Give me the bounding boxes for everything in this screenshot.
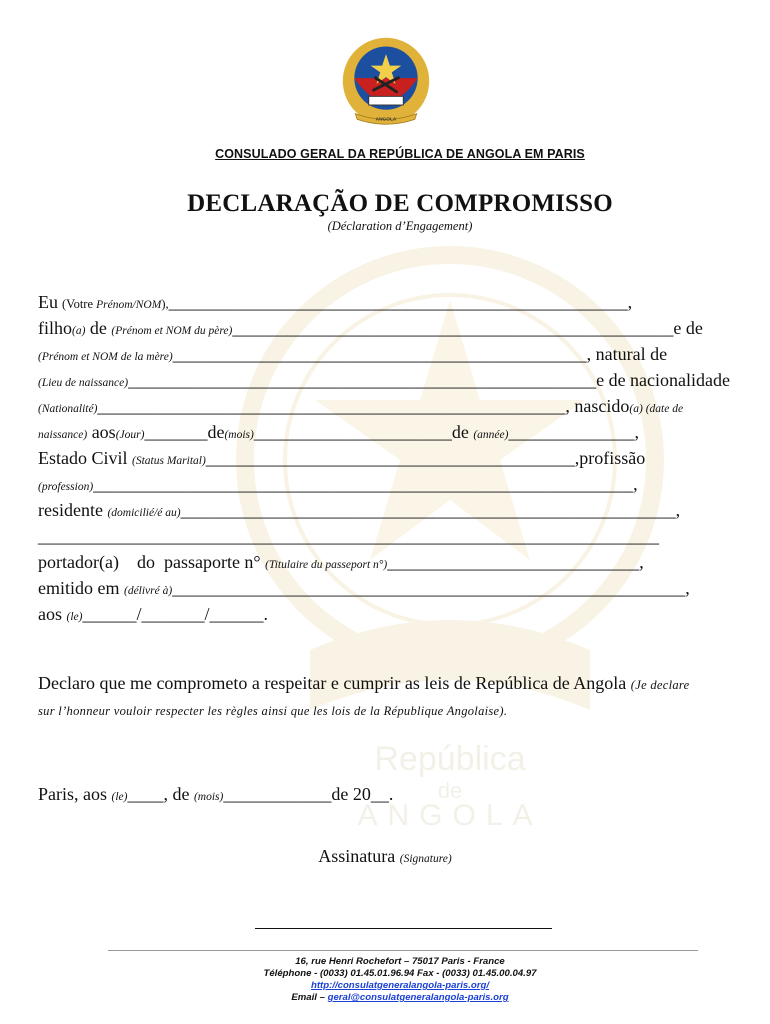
label-natural-de: , natural de xyxy=(586,344,668,364)
field-birthdate-row[interactable] xyxy=(38,422,730,443)
seal-ribbon-text: ANGOLA xyxy=(375,117,397,123)
hint-naissance: naissance) xyxy=(38,429,88,441)
footer-email-label: Email – xyxy=(291,992,328,1003)
field-issued-row[interactable] xyxy=(38,578,730,599)
issued-blank[interactable]: _________________________________________________________, xyxy=(172,578,690,598)
hint-father: (Prénom et NOM du père) xyxy=(111,325,233,337)
hint-birthplace: (Lieu de naissance) xyxy=(38,377,129,389)
hint-mother: (Prénom et NOM de la mère) xyxy=(38,351,173,363)
label-eu: Eu xyxy=(38,292,58,312)
profession-blank[interactable]: ____________________________________________________________, xyxy=(93,474,638,494)
date-line[interactable] xyxy=(38,784,730,805)
label-residente: residente xyxy=(38,500,108,520)
label-portador: portador(a) do passaporte n° xyxy=(38,552,266,572)
consulate-name: CONSULADO GERAL DA REPÚBLICA DE ANGOLA EM PARIS xyxy=(215,147,585,161)
hint-close: ), xyxy=(161,297,169,311)
signature-label xyxy=(0,846,770,867)
footer-email-link[interactable]: geral@consulatgeneralangola-paris.org xyxy=(327,992,509,1003)
field-profession-row[interactable] xyxy=(38,474,730,495)
field-nationality-row[interactable] xyxy=(38,396,730,417)
hint-domicile: (domicilié/é au) xyxy=(107,507,181,519)
label-profissao: ,profissão xyxy=(574,448,646,468)
signature-hint: (Signature) xyxy=(399,853,452,865)
month-year-blank[interactable]: ____________de 20__. xyxy=(223,784,394,804)
label-filho: filho xyxy=(38,318,72,338)
document-subtitle: (Déclaration d’Engagement) xyxy=(327,219,473,233)
day-blank-2[interactable]: ____, de xyxy=(127,784,194,804)
hint-nationality: (Nationalité) xyxy=(38,403,98,415)
nationality-blank[interactable]: ____________________________________________________ xyxy=(97,396,566,416)
hint-annee: (année) xyxy=(473,429,509,441)
marital-blank[interactable]: _________________________________________ xyxy=(205,448,575,468)
label-estado-civil: Estado Civil xyxy=(38,448,132,468)
hint-gender: (a) xyxy=(72,325,86,337)
hint-passport: (Titulaire du passeport n°) xyxy=(265,559,388,571)
label-aos: aos xyxy=(87,422,116,442)
label-paris-aos: Paris, aos xyxy=(38,784,112,804)
declaration-text-pt: Declaro que me comprometo a respeitar e cumprir as leis de República de Angola xyxy=(38,673,627,693)
label-de: de xyxy=(85,318,112,338)
label-e-de: e de xyxy=(673,318,703,338)
mother-blank[interactable]: ______________________________________________ xyxy=(172,344,587,364)
declaration-text-fr: (Je declare sur l’honneur vouloir respecter les règles ainsi que les lois de la République Angolaise). xyxy=(38,678,690,718)
hint-prenom-nom: Prénom/NOM xyxy=(96,299,162,311)
passport-blank[interactable]: ____________________________, xyxy=(387,552,644,572)
hint-date-de: (a) (date de xyxy=(629,403,684,415)
hint-votre: (Votre xyxy=(62,297,97,311)
father-blank[interactable]: _________________________________________________ xyxy=(232,318,674,338)
birthplace-blank[interactable]: ____________________________________________________ xyxy=(128,370,597,390)
watermark-text-3: ANGOLA xyxy=(357,799,543,830)
issued-date-blank[interactable]: ______/_______/______. xyxy=(82,604,268,624)
hint-jour: (Jour) xyxy=(115,429,145,441)
label-de-mes: de xyxy=(207,422,225,442)
hint-status: (Status Marital) xyxy=(132,455,206,467)
field-marital-row[interactable] xyxy=(38,448,730,469)
watermark-text-1: República xyxy=(374,740,526,778)
residence-blank-2[interactable]: _____________________________________________________________________ xyxy=(38,526,659,546)
name-blank[interactable]: ___________________________________________________, xyxy=(168,292,633,312)
hint-delivre: (délivré à) xyxy=(123,585,173,597)
watermark-text-2: de xyxy=(437,778,463,803)
label-emitido-em: emitido em xyxy=(38,578,124,598)
footer-address: 16, rue Henri Rochefort – 75017 Paris - France xyxy=(295,956,505,967)
label-de-ano: de xyxy=(451,422,474,442)
footer-divider xyxy=(108,950,698,951)
field-residence-row[interactable] xyxy=(38,500,730,521)
field-residence-row-2[interactable] xyxy=(38,526,730,547)
hint-profession: (profession) xyxy=(38,481,94,493)
field-father-row[interactable] xyxy=(38,318,730,339)
label-aos-2: aos xyxy=(38,604,67,624)
footer xyxy=(0,956,770,1004)
day-blank[interactable]: _______ xyxy=(144,422,208,442)
footer-website-link[interactable]: http://consulatgeneralangola-paris.org/ xyxy=(310,980,490,991)
footer-phone: Téléphone - (0033) 01.45.01.96.94 Fax - (0033) 01.45.00.04.97 xyxy=(263,968,537,979)
hint-mois: (mois) xyxy=(224,429,254,441)
signature-line[interactable] xyxy=(255,928,552,929)
document-title: DECLARAÇÃO DE COMPROMISSO xyxy=(187,190,613,217)
field-mother-row[interactable] xyxy=(38,344,730,365)
month-blank[interactable]: ______________________ xyxy=(253,422,452,442)
residence-blank[interactable]: _______________________________________________________, xyxy=(180,500,681,520)
label-nascido: , nascido xyxy=(565,396,630,416)
label-nacionalidade: e de nacionalidade xyxy=(596,370,731,390)
hint-le-2: (le) xyxy=(111,791,128,803)
hint-mois-2: (mois) xyxy=(193,791,224,803)
hint-le: (le) xyxy=(66,611,83,623)
declaration-paragraph xyxy=(38,671,698,723)
field-passport-row[interactable] xyxy=(38,552,730,573)
field-name-row[interactable] xyxy=(38,292,730,313)
field-birthplace-row[interactable] xyxy=(38,370,730,391)
field-issued-date-row[interactable] xyxy=(38,604,730,625)
signature-text: Assinatura xyxy=(318,846,400,866)
angola-coat-of-arms-icon xyxy=(338,33,434,129)
year-blank[interactable]: ______________, xyxy=(508,422,639,442)
